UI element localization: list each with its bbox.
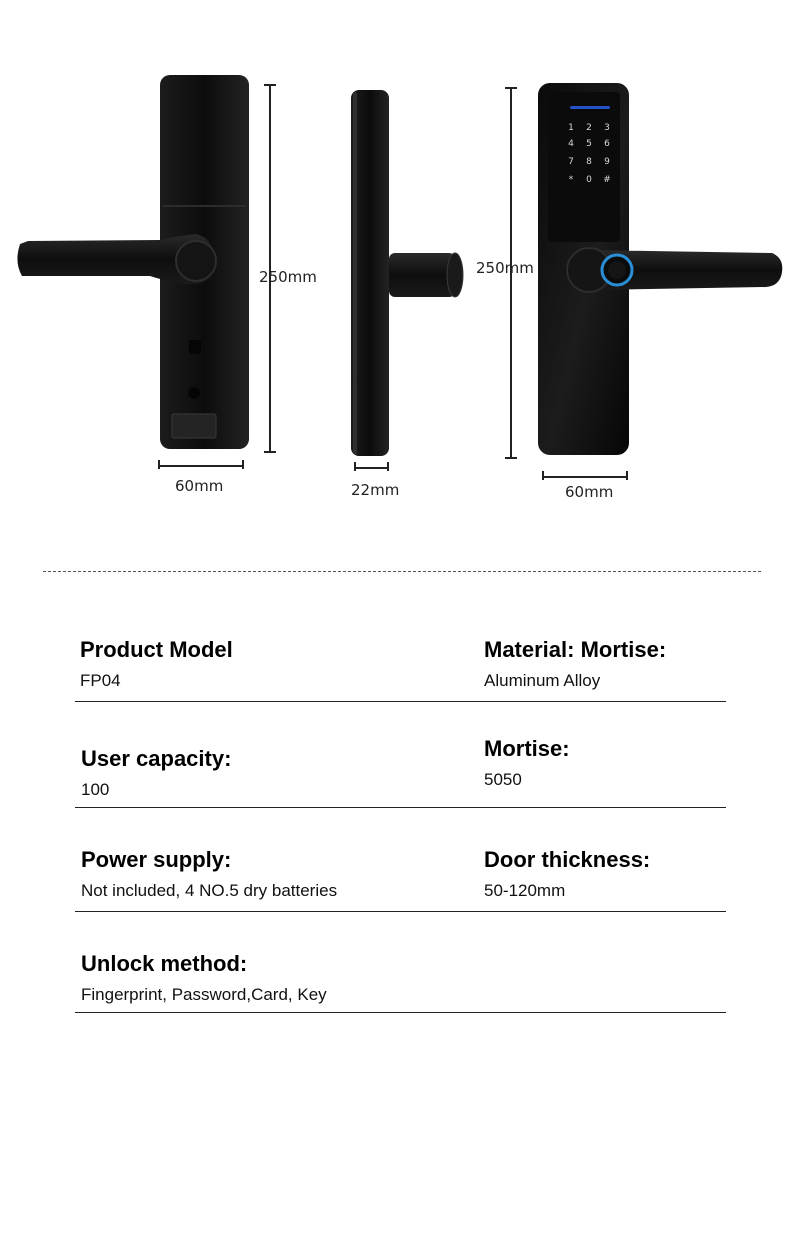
user-capacity-title: User capacity: — [81, 746, 232, 771]
side-thickness-label: 22mm — [351, 481, 400, 499]
door-thickness-title: Door thickness: — [484, 847, 651, 872]
section-divider — [43, 571, 761, 572]
mortise-value: 5050 — [484, 770, 522, 789]
product-dimension-figure — [0, 0, 790, 540]
keypad-key-5[interactable]: 5 — [586, 139, 592, 149]
right-width-label: 60mm — [565, 483, 614, 501]
material-title: Material: Mortise: — [484, 637, 667, 662]
user-capacity-value: 100 — [81, 780, 110, 799]
right-height-label: 250mm — [476, 259, 534, 277]
left-height-label: 250mm — [259, 268, 317, 286]
unlock-method-title: Unlock method: — [81, 951, 248, 976]
product-model-cell — [80, 637, 233, 691]
product-model-value: FP04 — [80, 671, 121, 690]
door-thickness-cell — [484, 847, 650, 901]
spec-row-4 — [75, 911, 726, 1013]
keypad-key-1[interactable]: 1 — [568, 123, 574, 133]
material-value: Aluminum Alloy — [484, 671, 601, 690]
user-capacity-cell — [81, 746, 231, 800]
keypad-key-star[interactable]: * — [568, 175, 574, 185]
keypad-key-hash[interactable]: # — [603, 175, 611, 185]
lock-drawings — [0, 0, 790, 540]
power-supply-cell — [81, 847, 337, 901]
product-model-title: Product Model — [80, 637, 233, 662]
keypad-key-8[interactable]: 8 — [586, 157, 592, 167]
power-supply-title: Power supply: — [81, 847, 232, 872]
keypad-key-0[interactable]: 0 — [586, 175, 592, 185]
lock-front-view — [538, 83, 782, 455]
unlock-method-cell — [81, 951, 327, 1005]
spec-row-3 — [75, 807, 726, 912]
keypad-light-bar — [570, 106, 610, 109]
keypad-key-4[interactable]: 4 — [568, 139, 574, 149]
keypad-key-9[interactable]: 9 — [604, 157, 610, 167]
left-width-label: 60mm — [175, 477, 224, 495]
door-thickness-value: 50-120mm — [484, 881, 566, 900]
keypad-key-6[interactable]: 6 — [604, 139, 610, 149]
material-cell — [484, 637, 666, 691]
lock-back-view — [17, 75, 249, 449]
mortise-cell — [484, 736, 570, 790]
spec-row-1 — [75, 620, 726, 702]
mortise-title: Mortise: — [484, 736, 570, 761]
keypad-key-3[interactable]: 3 — [604, 123, 610, 133]
unlock-method-value: Fingerprint, Password,Card, Key — [81, 985, 327, 1004]
lock-side-view — [351, 90, 463, 456]
power-supply-value: Not included, 4 NO.5 dry batteries — [81, 881, 338, 900]
keypad-key-7[interactable]: 7 — [568, 157, 574, 167]
spec-row-2 — [75, 701, 726, 808]
keypad-key-2[interactable]: 2 — [586, 123, 592, 133]
